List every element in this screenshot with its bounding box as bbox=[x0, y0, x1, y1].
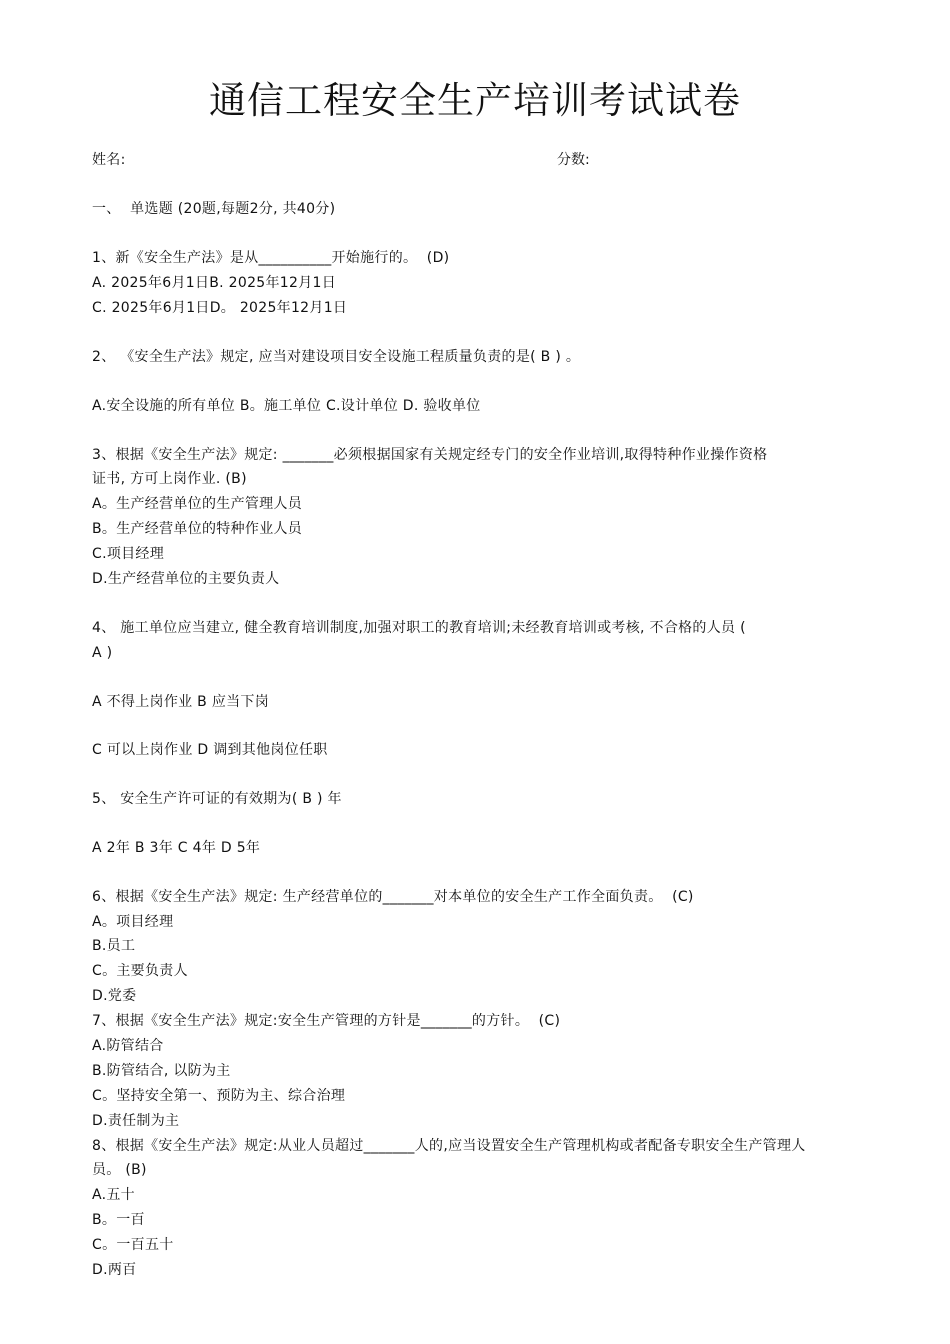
score-label: 分数: bbox=[557, 152, 590, 168]
question-2: 2、 《安全生产法》规定, 应当对建设项目安全设施工程质量负责的是( B ) 。 bbox=[92, 349, 581, 365]
question-6-option-c: C。主要负责人 bbox=[92, 963, 188, 979]
question-4-options-cd: C 可以上岗作业 D 调到其他岗位任职 bbox=[92, 742, 328, 758]
question-8-cont: 员。 (B) bbox=[92, 1162, 147, 1178]
page-title: 通信工程安全生产培训考试试卷 bbox=[209, 79, 741, 122]
question-3-option-a: A。生产经营单位的生产管理人员 bbox=[92, 496, 303, 512]
question-2-options: A.安全设施的所有单位 B。施工单位 C.设计单位 D. 验收单位 bbox=[92, 398, 481, 414]
question-3-cont: 证书, 方可上岗作业. (B) bbox=[92, 471, 247, 487]
question-7-option-d: D.责任制为主 bbox=[92, 1113, 180, 1129]
name-label: 姓名: bbox=[92, 152, 126, 168]
question-1-options-cd: C. 2025年6月1日D。 2025年12月1日 bbox=[92, 300, 348, 316]
question-7: 7、根据《安全生产法》规定:安全生产管理的方针是_______的方针。 (C) bbox=[92, 1013, 561, 1029]
question-6-option-d: D.党委 bbox=[92, 988, 137, 1004]
question-5: 5、 安全生产许可证的有效期为( B ) 年 bbox=[92, 791, 342, 807]
question-4-cont: A ) bbox=[92, 645, 113, 661]
question-6-option-a: A。项目经理 bbox=[92, 914, 174, 930]
question-8-option-a: A.五十 bbox=[92, 1187, 135, 1203]
question-1-options-ab: A. 2025年6月1日B. 2025年12月1日 bbox=[92, 275, 337, 291]
question-3-option-c: C.项目经理 bbox=[92, 546, 165, 562]
question-6-option-b: B.员工 bbox=[92, 938, 136, 954]
question-6: 6、根据《安全生产法》规定: 生产经营单位的_______对本单位的安全生产工作全面负责。 (C) bbox=[92, 889, 694, 905]
question-3: 3、根据《安全生产法》规定: _______必须根据国家有关规定经专门的安全作业培训,取得特种作业操作资格 bbox=[92, 447, 768, 463]
question-4-options-ab: A 不得上岗作业 B 应当下岗 bbox=[92, 694, 270, 710]
question-8-option-b: B。一百 bbox=[92, 1212, 145, 1228]
question-8-option-c: C。一百五十 bbox=[92, 1237, 174, 1253]
question-7-option-c: C。坚持安全第一、预防为主、综合治理 bbox=[92, 1088, 346, 1104]
question-5-options: A 2年 B 3年 C 4年 D 5年 bbox=[92, 840, 261, 856]
question-8-option-d: D.两百 bbox=[92, 1262, 137, 1278]
question-7-option-b: B.防管结合, 以防为主 bbox=[92, 1063, 231, 1079]
question-3-option-b: B。生产经营单位的特种作业人员 bbox=[92, 521, 303, 537]
section-heading: 一、 单选题 (20题,每题2分, 共40分) bbox=[92, 201, 336, 217]
question-8: 8、根据《安全生产法》规定:从业人员超过_______人的,应当设置安全生产管理机构或者配备专职安全生产管理人 bbox=[92, 1138, 806, 1154]
question-1: 1、新《安全生产法》是从__________开始施行的。 (D) bbox=[92, 250, 450, 266]
question-4: 4、 施工单位应当建立, 健全教育培训制度,加强对职工的教育培训;未经教育培训或考核, 不合格的人员 ( bbox=[92, 620, 746, 636]
question-3-option-d: D.生产经营单位的主要负责人 bbox=[92, 571, 280, 587]
question-7-option-a: A.防管结合 bbox=[92, 1038, 164, 1054]
